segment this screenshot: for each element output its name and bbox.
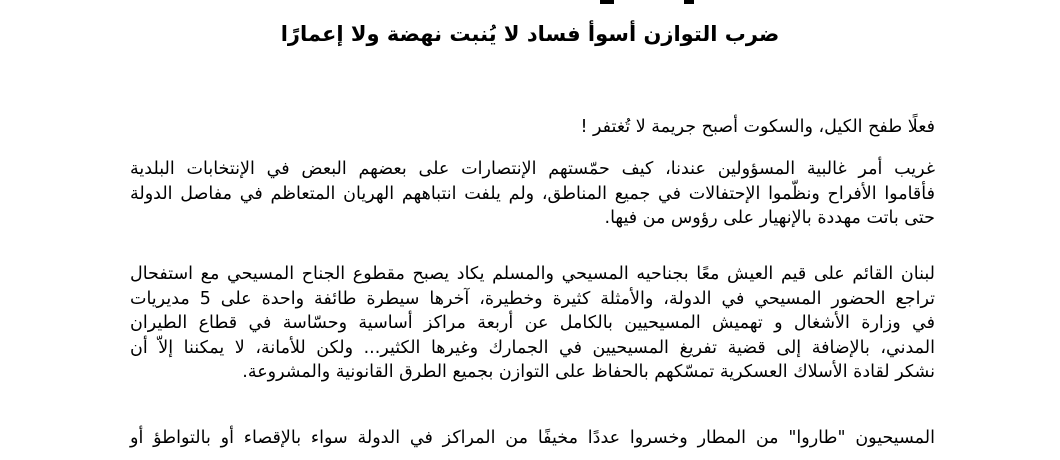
paragraph-line: المدني، بالإضافة إلى قضية تفريغ المسيحيين في الجمارك وغيرها الكثير... ولكن للأمانة، لا يمكننا إلاّ أن (130, 337, 935, 358)
clipped-line-fragment (684, 0, 694, 4)
paragraph-line: في وزارة الأشغال و تهميش المسيحيين بالكامل عن أربعة مراكز أساسية وحسّاسة في قطاع الطيران (130, 313, 935, 333)
article-title: ضرب التوازن أسوأ فساد لا يُنبت نهضة ولا إعمارًا (280, 22, 780, 46)
paragraph-3 (130, 262, 935, 385)
paragraph-line: فأقاموا الأفراح ونظّموا الإحتفالات في جميع المناطق، ولم يلفت انتباههم الهريان المتعاظم في مفاصل الدولة (130, 183, 935, 204)
paragraph-line: نشكر لقادة الأسلاك العسكرية تمسّكهم بالحفاظ على التوازن بجميع الطرق القانونية والمشروعة. (242, 362, 935, 382)
paragraph-line: المسيحيون "طاروا" من المطار وخسروا عددًا مخيفًا من المراكز في الدولة سواء بالإقصاء أو بالتواطؤ أو (130, 428, 935, 448)
paragraph-line: فعلًا طفح الكيل، والسكوت أصبح جريمة لا تُغتفر ! (580, 117, 935, 137)
paragraph-line: تراجع الحضور المسيحي في الدولة، والأمثلة كثيرة وخطيرة، آخرها سيطرة طائفة واحدة على 5 مديريات (130, 288, 936, 309)
paragraph-1 (130, 115, 935, 140)
paragraph-4 (130, 426, 935, 451)
paragraph-line: حتى باتت مهددة بالإنهيار على رؤوس من فيها. (604, 208, 935, 228)
paragraph-line: لبنان القائم على قيم العيش معًا بجناحيه المسيحي والمسلم يكاد يصبح مقطوع الجناح المسيحي مع استفحال (130, 264, 935, 284)
paragraph-2 (130, 157, 935, 231)
paragraph-line: غريب أمر غالبية المسؤولين عندنا، كيف حمّستهم الإنتصارات على بعضهم البعض في الإنتخابات البلدية (130, 159, 935, 179)
clipped-line-fragment (600, 0, 614, 4)
